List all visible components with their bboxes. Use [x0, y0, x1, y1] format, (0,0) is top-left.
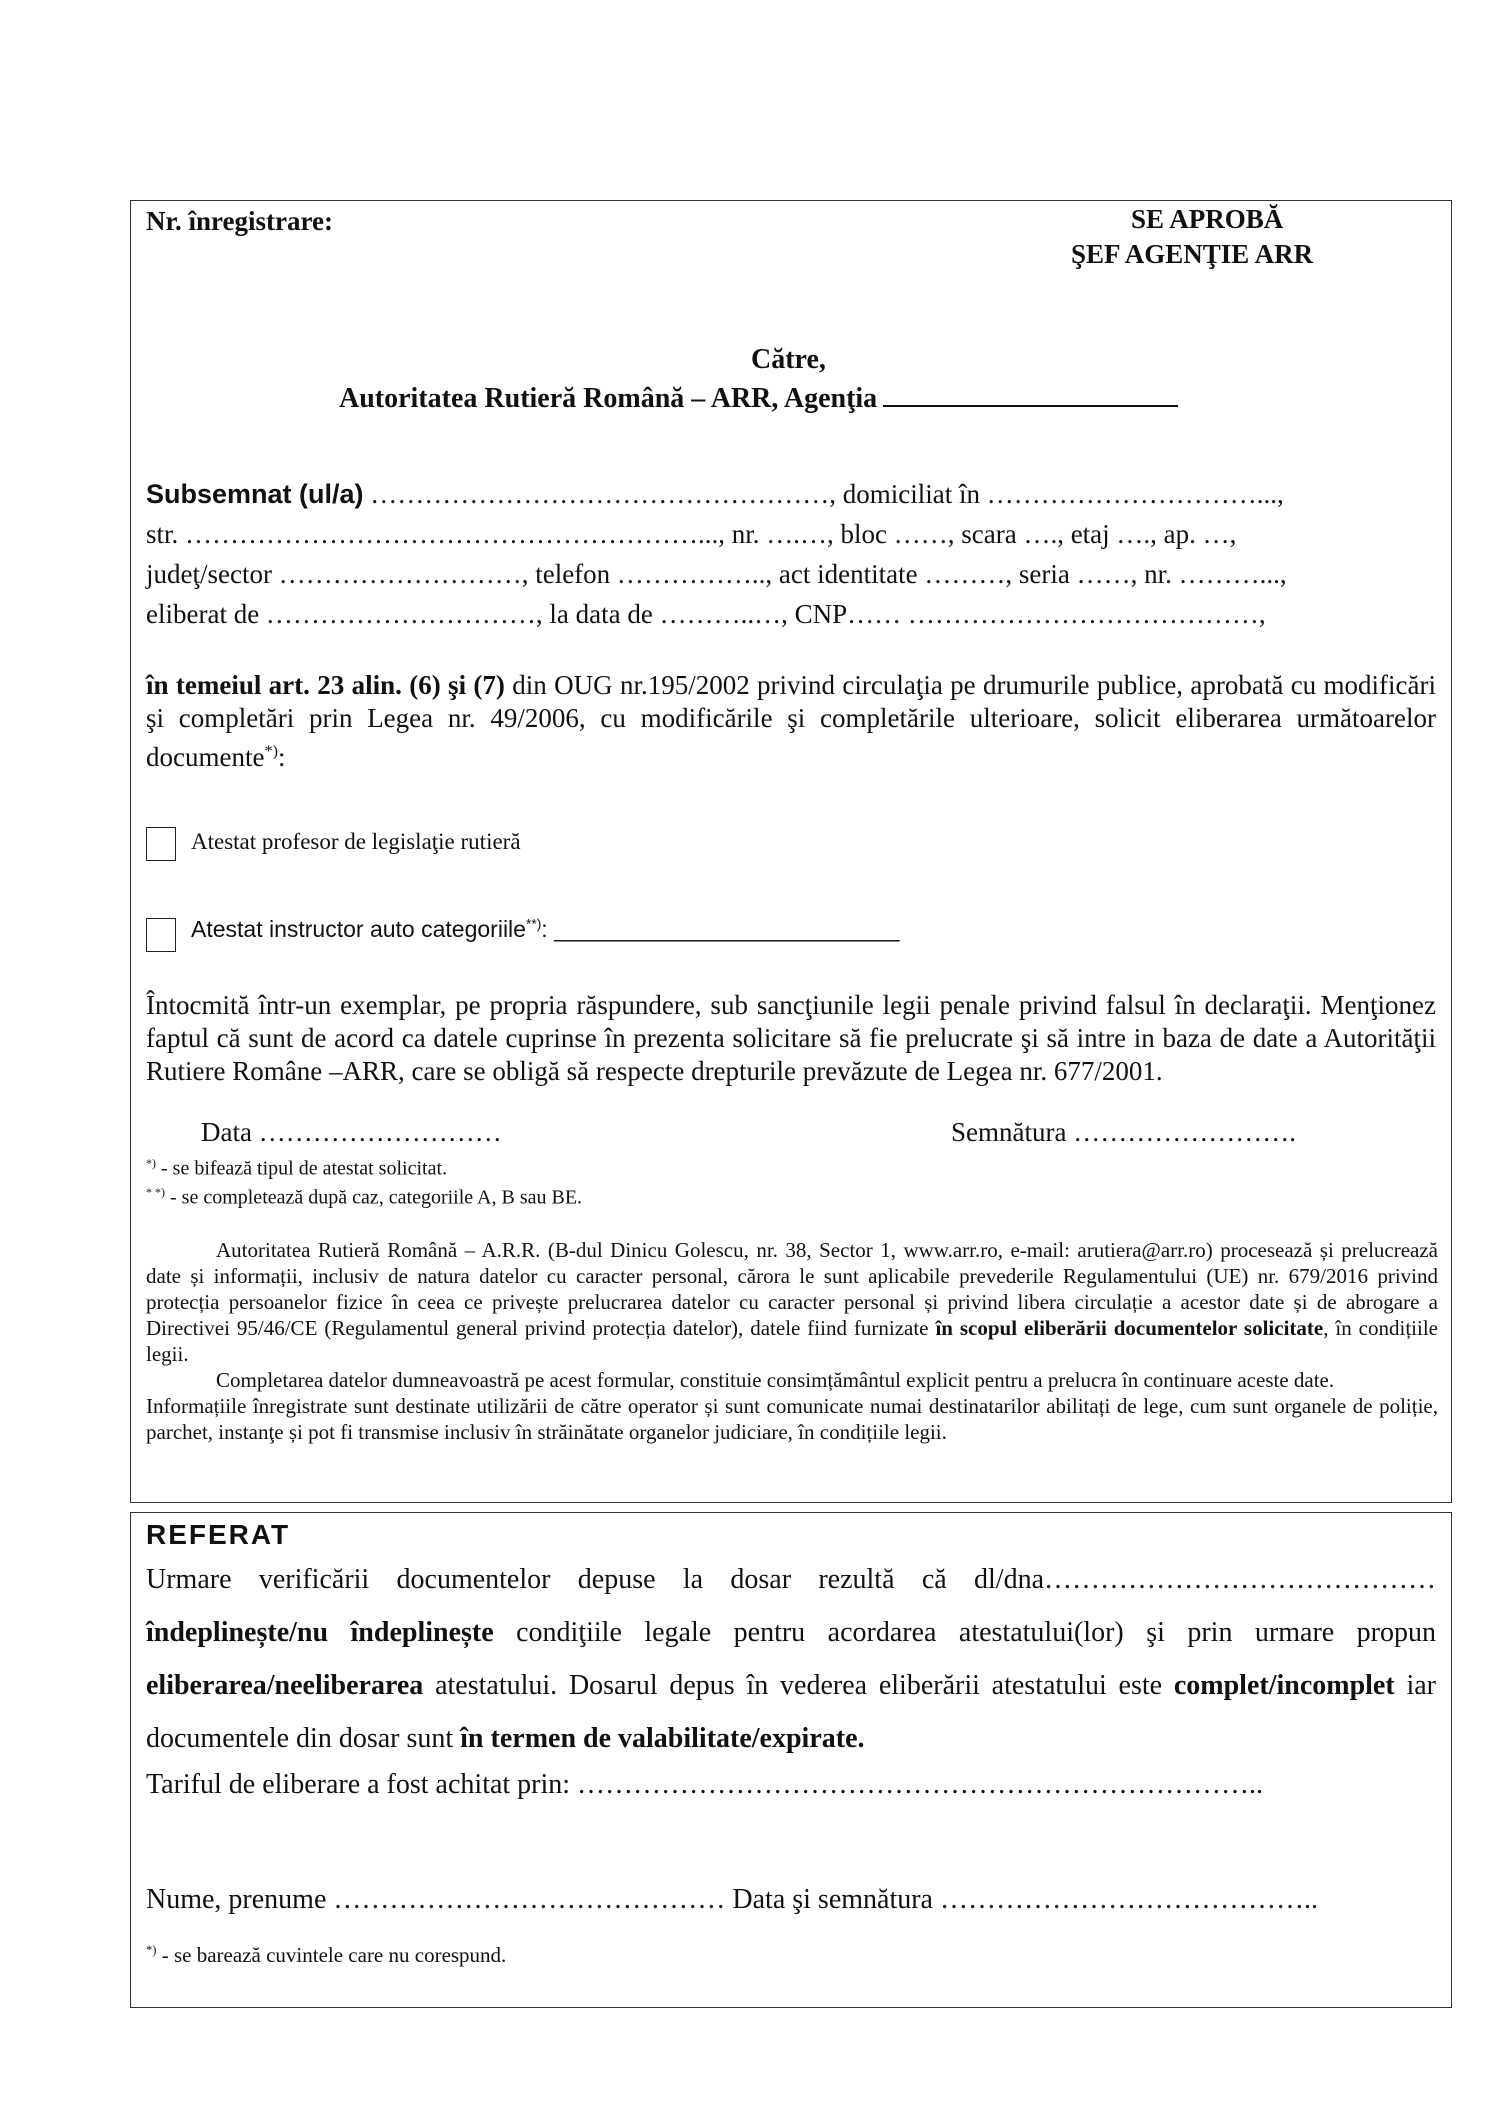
gdpr-paragraph-2: Completarea datelor dumneavoastră pe acest formular, constituie consimțământul explicit pentru a prelucra în continuare aceste date.: [216, 1368, 1335, 1392]
gdpr-p1-text: Autoritatea Rutieră Română – A.R.R. (B-dul Dinicu Golescu, nr. 38, Sector 1, www.arr.ro, e-mail: arutiera@arr.ro) procesează și prelucrează date și informații, inclusiv de natura datelor cu caracter personal, cărora le sunt aplicabile prevederile Regulamentului (UE) nr. 679/2016 privind protecția persoanelor fizice în ceea ce privește prelucrarea datelor cu caracter personal și privind libera circulație a acestor date și de abrogare a Directivei 95/46/CE (Regulamentul general privind protecția datelor), datele fiind furnizate: [146, 1238, 1438, 1340]
referat-text-3: atestatului. Dosarul depus în vederea eliberării atestatului este: [423, 1670, 1174, 1701]
checkbox-professor-certificate[interactable]: [146, 827, 176, 861]
date-field-label: Data ………………………: [201, 1117, 502, 1147]
gdpr-notice: [146, 1237, 1438, 1445]
legal-basis-paragraph: [146, 669, 1436, 774]
addressee-to: Către,: [751, 344, 826, 375]
footnote-1: [146, 1156, 447, 1181]
option-professor-label: Atestat profesor de legislaţie rutieră: [191, 829, 521, 854]
referat-bold-1: îndeplinește/nu îndeplinește: [146, 1617, 494, 1648]
option-instructor-label: [191, 916, 899, 943]
undersigned-label: Subsemnat (ul/a): [146, 479, 364, 509]
applicant-line-1: [146, 479, 1284, 510]
fee-paid-line: Tariful de eliberare a fost achitat prin: ………………………………………………………………..: [146, 1769, 1264, 1800]
option-instructor-categories-field: : ___________________________: [541, 916, 900, 942]
referat-paragraph: [146, 1553, 1436, 1765]
referat-footnote: [146, 1943, 506, 1968]
gdpr-p1-end: , în condițiile legii.: [146, 1316, 1438, 1366]
legal-basis-bold: în temeiul art. 23 alin. (6) şi (7): [146, 670, 505, 700]
footnote-2: [146, 1185, 582, 1210]
agency-blank-field[interactable]: [883, 379, 1178, 407]
applicant-line-1-text: ……………………………………………, domiciliat în …………………………...,: [363, 479, 1284, 509]
referat-text-4: iar documentele din dosar sunt: [146, 1670, 1436, 1754]
addressee-authority-text: Autoritatea Rutieră Română – ARR, Agenţia: [339, 383, 878, 414]
gdpr-p1-bold: în scopul eliberării documentelor solicitate: [935, 1316, 1324, 1340]
application-box: [130, 200, 1452, 1503]
referat-box: [130, 1512, 1452, 2008]
footnote-2-mark: * *): [146, 1185, 165, 1199]
checkbox-instructor-certificate[interactable]: [146, 918, 176, 952]
referat-title: REFERAT: [146, 1519, 291, 1550]
legal-basis-text: din OUG nr.195/2002 privind circulaţia pe drumurile publice, aprobată cu modificări şi completări prin Legea nr. 49/2006, cu modificările şi completările ulterioare, solicit eliberarea următoarelor documente: [146, 670, 1436, 772]
referat-bold-3: complet/incomplet: [1173, 1670, 1395, 1701]
referat-bold-4: în termen de valabilitate/expirate.: [460, 1723, 865, 1754]
applicant-line-2: str. …………………………………………………..., nr. ….…, bloc ……, scara …., etaj …., ap. …,: [146, 519, 1237, 549]
legal-basis-footnote-mark: *): [264, 742, 278, 760]
signature-field-label: Semnătura …………………….: [951, 1117, 1296, 1147]
registration-number-label: Nr. înregistrare:: [146, 206, 333, 236]
applicant-line-3: judeţ/sector ………………………, telefon …………….., act identitate ………, seria ……, nr. ………...,: [146, 559, 1287, 589]
referat-text-2: condiţiile legale pentru acordarea atestatului(lor) şi prin urmare propun: [493, 1617, 1436, 1648]
footnote-2-text: - se completează după caz, categoriile A, B sau BE.: [165, 1186, 583, 1209]
applicant-line-4: eliberat de …………………………, la data de ………..…, CNP…… …………………………………,: [146, 599, 1266, 629]
referat-text-1: Urmare verificării documentelor depuse la dosar rezultă că dl/dna……………………………………: [146, 1564, 1436, 1595]
option-instructor-footnote-mark: **): [525, 916, 542, 932]
option-instructor-text: Atestat instructor auto categoriile: [191, 916, 526, 942]
addressee-authority: [339, 379, 1178, 415]
footnote-1-mark: *): [146, 1156, 156, 1170]
referat-bold-2: eliberarea/neeliberarea: [146, 1670, 424, 1701]
referat-footnote-text: - se barează cuvintele care nu corespund.: [156, 1943, 507, 1967]
gdpr-paragraph-1: [146, 1237, 1438, 1367]
approval-title: SE APROBĂ: [1131, 204, 1284, 234]
legal-basis-end: :: [277, 742, 286, 772]
approval-subtitle: ŞEF AGENŢIE ARR: [1071, 239, 1314, 269]
referat-footnote-mark: *): [146, 1943, 157, 1957]
gdpr-paragraph-3: Informațiile înregistrate sunt destinate utilizării de către operator și sunt comunicate numai destinatarilor abilitați de lege, cum sunt organele de poliție, parchet, instanţe și pot fi transmise inclusiv în străinătate organelor judiciare, în condițiile legii.: [146, 1394, 1438, 1444]
name-signature-line: Nume, prenume …………………………………… Data şi semnătura …………………………………..: [146, 1884, 1318, 1915]
declaration-paragraph: Întocmită într-un exemplar, pe propria răspundere, sub sancţiunile legii penale privind falsul în declaraţii. Menţionez faptul că sunt de acord ca datele cuprinse în prezenta solicitare să fie prelucrate şi să intre in baza de date a Autorităţii Rutiere Române –ARR, care se obligă să respecte drepturile prevăzute de Legea nr. 677/2001.: [146, 990, 1436, 1086]
footnote-1-text: - se bifează tipul de atestat solicitat.: [156, 1157, 447, 1180]
